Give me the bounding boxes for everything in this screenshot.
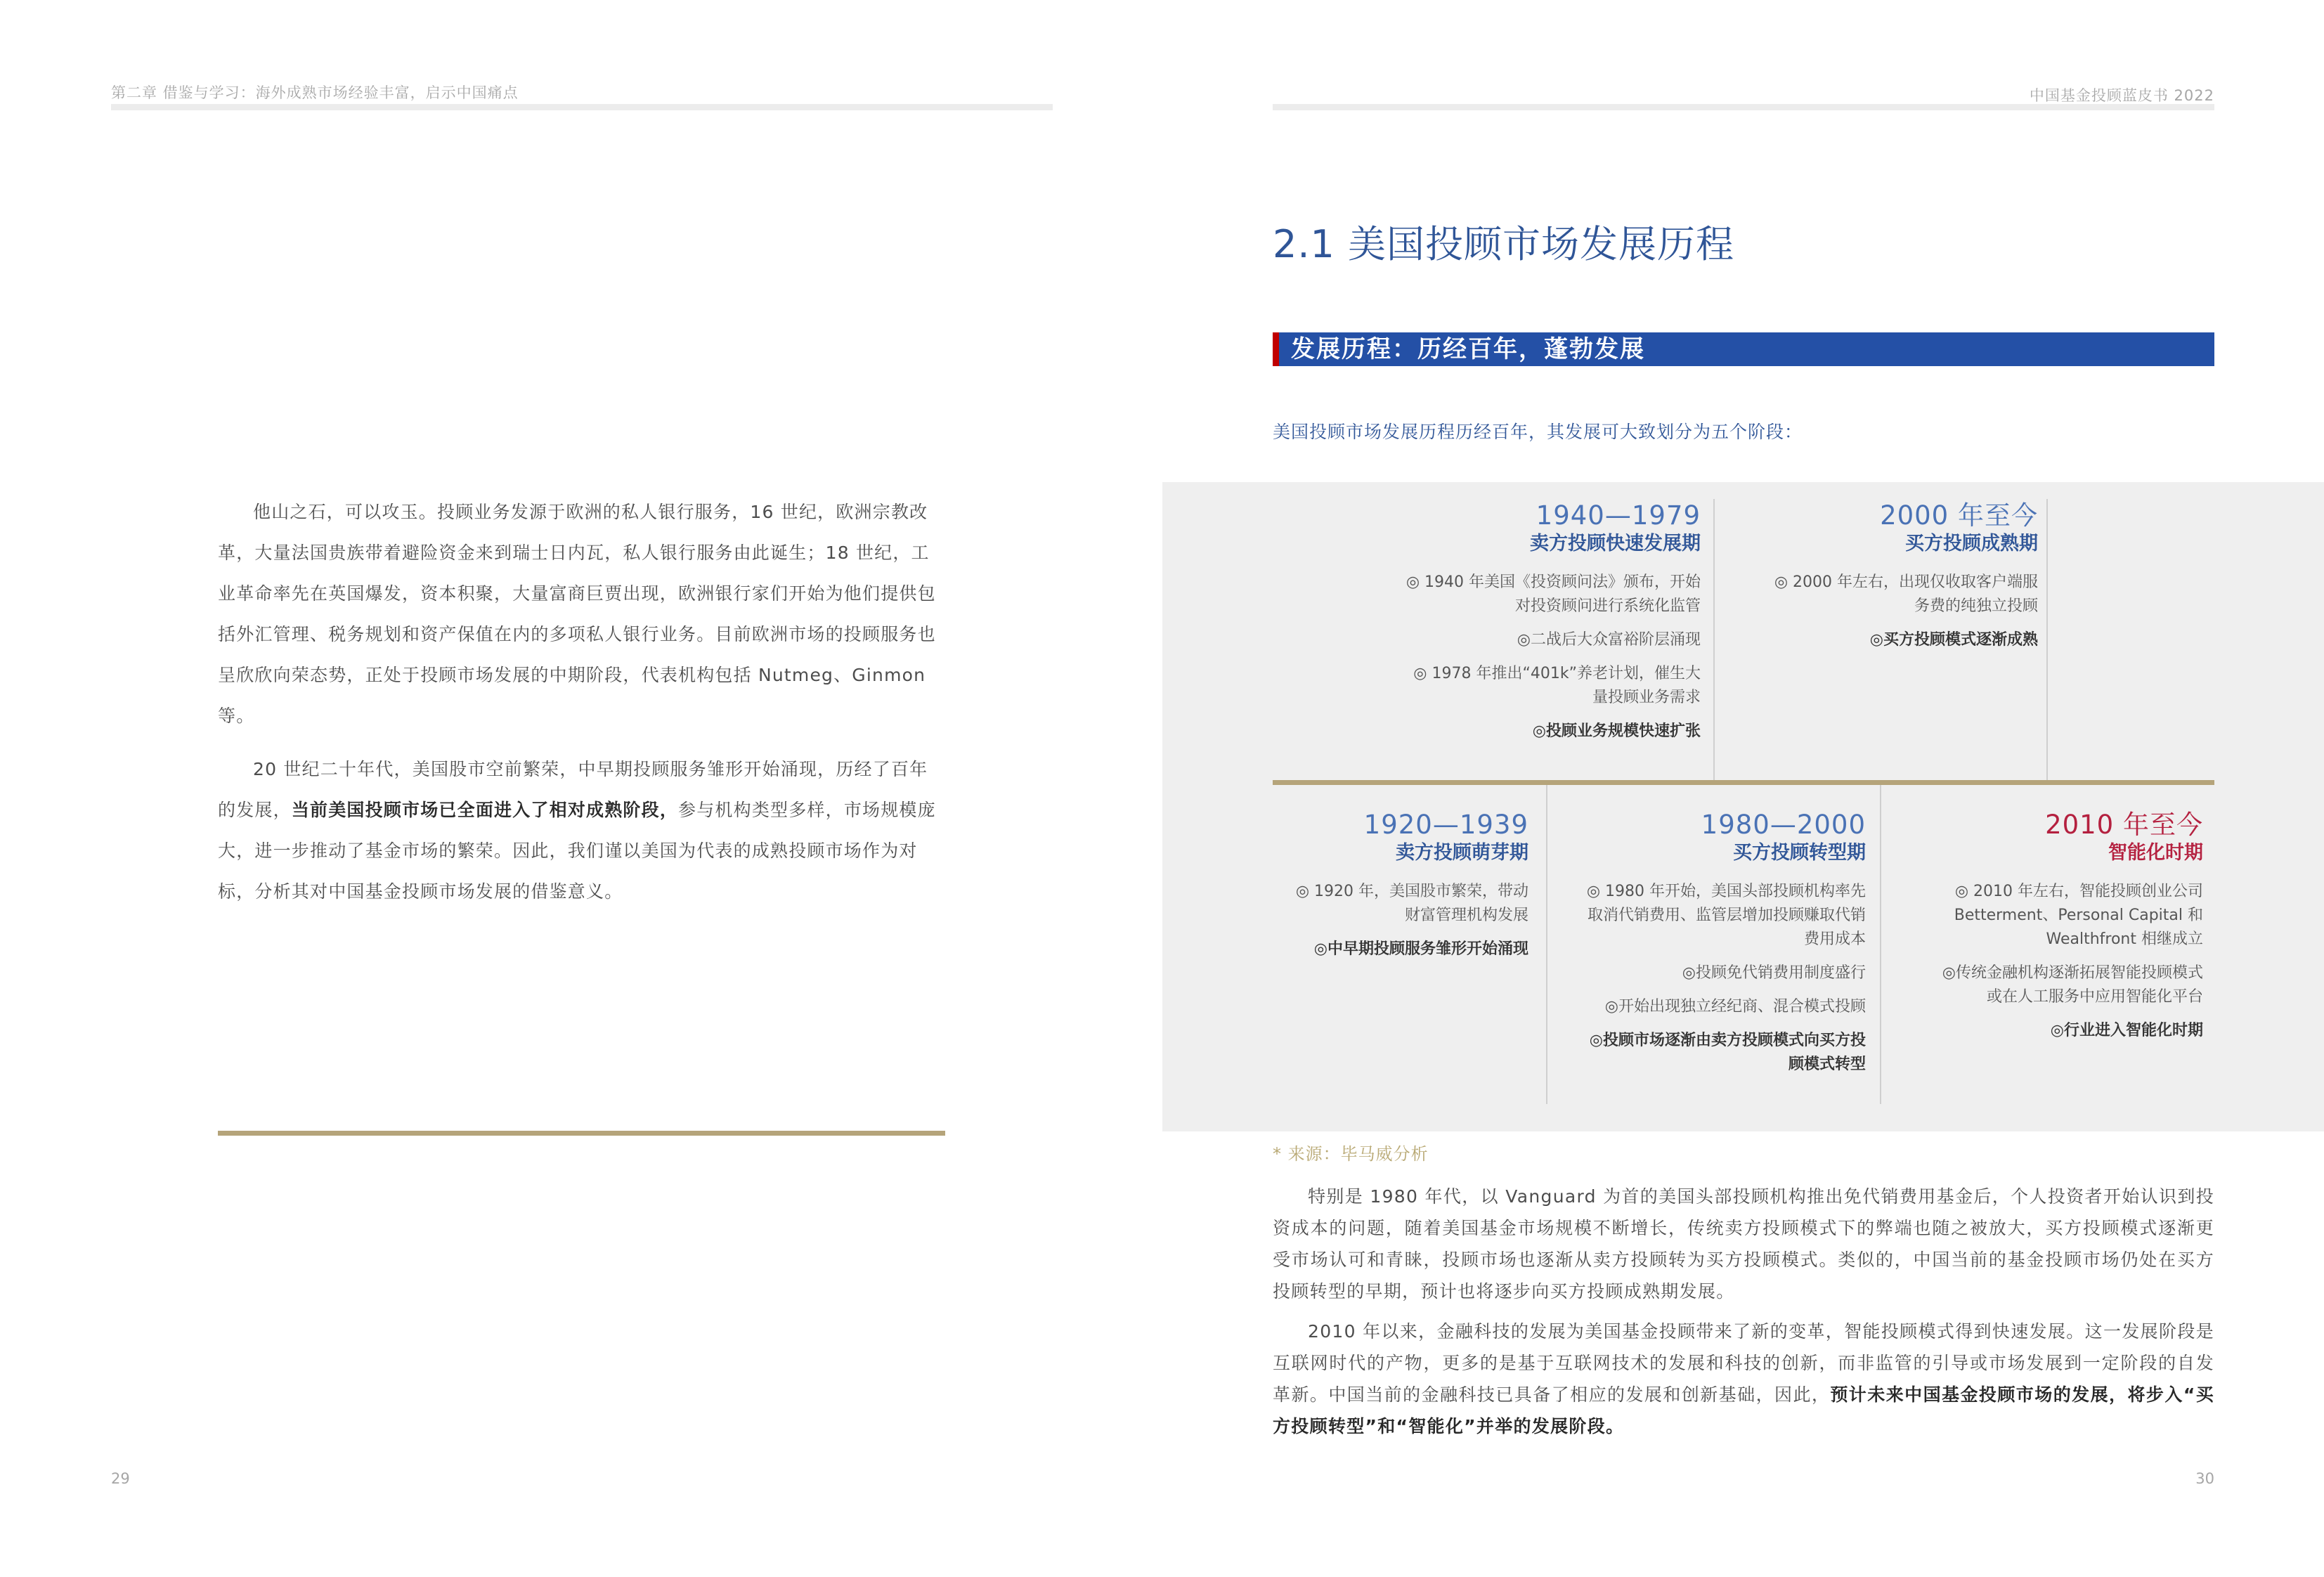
era-bullet: ◎二战后大众富裕阶层涌现 <box>1517 631 1701 649</box>
left-paragraph-2: 20 世纪二十年代，美国股市空前繁荣，中早期投顾服务雏形开始涌现，历经了百年的发展，当前美国投顾市场已全面进入了相对成熟阶段，参与机构类型多样，市场规模庞大，进一步推动了基金市场的繁荣。因此，我们谨以美国为代表的成熟投顾市场作为对标，分析其对中国基金投顾市场发展的借鉴意义。 <box>218 759 936 902</box>
era-name: 智能化时期 <box>2108 842 2203 864</box>
era-name: 卖方投顾萌芽期 <box>1396 842 1528 864</box>
era-2010-now <box>1929 810 2203 1053</box>
era-year: 1920—1939 <box>1363 810 1528 840</box>
era-bullet: ◎投顾免代销费用制度盛行 <box>1682 964 1866 982</box>
era-name: 买方投顾成熟期 <box>1905 533 2038 554</box>
era-bullet: ◎ 1940 年美国《投资顾问法》颁布，开始对投资顾问进行系统化监管 <box>1406 573 1701 615</box>
banner-title: 发展历程：历经百年，蓬勃发展 <box>1291 335 1645 363</box>
right-paragraph-1: 特别是 1980 年代，以 Vanguard 为首的美国头部投顾机构推出免代销费用基金后，个人投资者开始认识到投资成本的问题，随着美国基金市场规模不断增长，传统卖方投顾模式下的弊端也随之被放大，买方投顾模式逐渐更受市场认可和青睐，投顾市场也逐渐从卖方投顾转为买方投顾模式。类似的，中国当前的基金投顾市场仍处在买方投顾转型的早期，预计也将逐步向买方投顾成熟期发展。 <box>1273 1186 2214 1302</box>
right-page-number: 30 <box>2195 1470 2214 1487</box>
era-2000-now <box>1771 500 2038 662</box>
left-gold-divider <box>218 1131 945 1136</box>
era-name: 卖方投顾快速发展期 <box>1530 533 1701 554</box>
era-bullet-key: ◎买方投顾模式逐渐成熟 <box>1869 631 2038 649</box>
banner-accent-bar <box>1273 332 1279 366</box>
right-paragraph-2: 2010 年以来，金融科技的发展为美国基金投顾带来了新的变革，智能投顾模式得到快速发展。这一发展阶段是互联网时代的产物，更多的是基于互联网技术的发展和科技的创新，而非监管的引导或市场发展到一定阶段的自发革新。中国当前的金融科技已具备了相应的发展和创新基础，因此，预计未来中国基金投顾市场的发展，将步入“买方投顾转型”和“智能化”并举的发展阶段。 <box>1273 1321 2214 1436</box>
left-running-header: 第二章 借鉴与学习：海外成熟市场经验丰富，启示中国痛点 <box>111 84 519 101</box>
left-body-text <box>218 492 945 912</box>
left-header-rule <box>111 104 1053 110</box>
era-year: 1980—2000 <box>1701 810 1866 840</box>
era-bullet: ◎ 1978 年推出“401k”养老计划，催生大量投顾业务需求 <box>1413 665 1701 706</box>
timeline-divider-top-1 <box>1713 499 1715 782</box>
era-bullet-key: ◎中早期投顾服务雏形开始涌现 <box>1313 940 1528 958</box>
right-running-header: 中国基金投顾蓝皮书 2022 <box>2029 87 2214 104</box>
era-bullet-key: ◎投顾市场逐渐由卖方投顾模式向买方投顾模式转型 <box>1589 1032 1866 1073</box>
right-header-rule <box>1273 104 2214 110</box>
section-banner <box>1273 332 2214 366</box>
era-bullet: ◎ 1980 年开始，美国头部投顾机构率先取消代销费用、监管层增加投顾赚取代销费用成本 <box>1586 883 1866 948</box>
era-year: 1940—1979 <box>1536 500 1701 531</box>
left-paragraph-1: 他山之石，可以攻玉。投顾业务发源于欧洲的私人银行服务，16 世纪，欧洲宗教改革，大量法国贵族带着避险资金来到瑞士日内瓦，私人银行服务由此诞生；18 世纪，工业革命率先在英国爆发，资本积聚，大量富商巨贾出现，欧洲银行家们开始为他们提供包括外汇管理、税务规划和资产保值在内的多项私人银行业务。目前欧洲市场的投顾服务也呈欣欣向荣态势，正处于投顾市场发展的中期阶段，代表机构包括 Nutmeg、Ginmon 等。 <box>218 502 936 726</box>
era-bullet: ◎ 2000 年左右，出现仅收取客户端服务费的纯独立投顾 <box>1774 573 2038 615</box>
era-year: 2000 年至今 <box>1880 500 2038 531</box>
era-bullet: ◎ 2010 年左右，智能投顾创业公司 Betterment、Personal Capital 和 Wealthfront 相继成立 <box>1954 883 2203 948</box>
left-page-number: 29 <box>111 1470 130 1487</box>
intro-line: 美国投顾市场发展历程历经百年，其发展可大致划分为五个阶段： <box>1273 422 1803 442</box>
era-bullet: ◎传统金融机构逐渐拓展智能投顾模式或在人工服务中应用智能化平台 <box>1942 964 2203 1006</box>
era-year: 2010 年至今 <box>2045 810 2203 840</box>
era-bullet: ◎ 1920 年，美国股市繁荣，带动财富管理机构发展 <box>1295 883 1528 924</box>
era-1980-2000 <box>1581 810 1866 1086</box>
timeline-divider-bottom-1 <box>1546 785 1547 1104</box>
timeline-divider-top-2 <box>2046 499 2048 782</box>
era-bullet-key: ◎投顾业务规模快速扩张 <box>1532 722 1701 740</box>
source-note: * 来源：毕马威分析 <box>1273 1144 1429 1164</box>
timeline-divider-bottom-2 <box>1880 785 1881 1104</box>
era-bullet: ◎开始出现独立经纪商、混合模式投顾 <box>1604 998 1866 1015</box>
era-1920-1939 <box>1286 810 1528 971</box>
right-body-text <box>1273 1181 2214 1442</box>
era-name: 买方投顾转型期 <box>1733 842 1866 864</box>
section-title: 2.1 美国投顾市场发展历程 <box>1273 222 1735 266</box>
era-bullet-key: ◎行业进入智能化时期 <box>2050 1022 2203 1039</box>
timeline-axis <box>1273 780 2214 785</box>
era-1940-1979 <box>1398 500 1701 753</box>
